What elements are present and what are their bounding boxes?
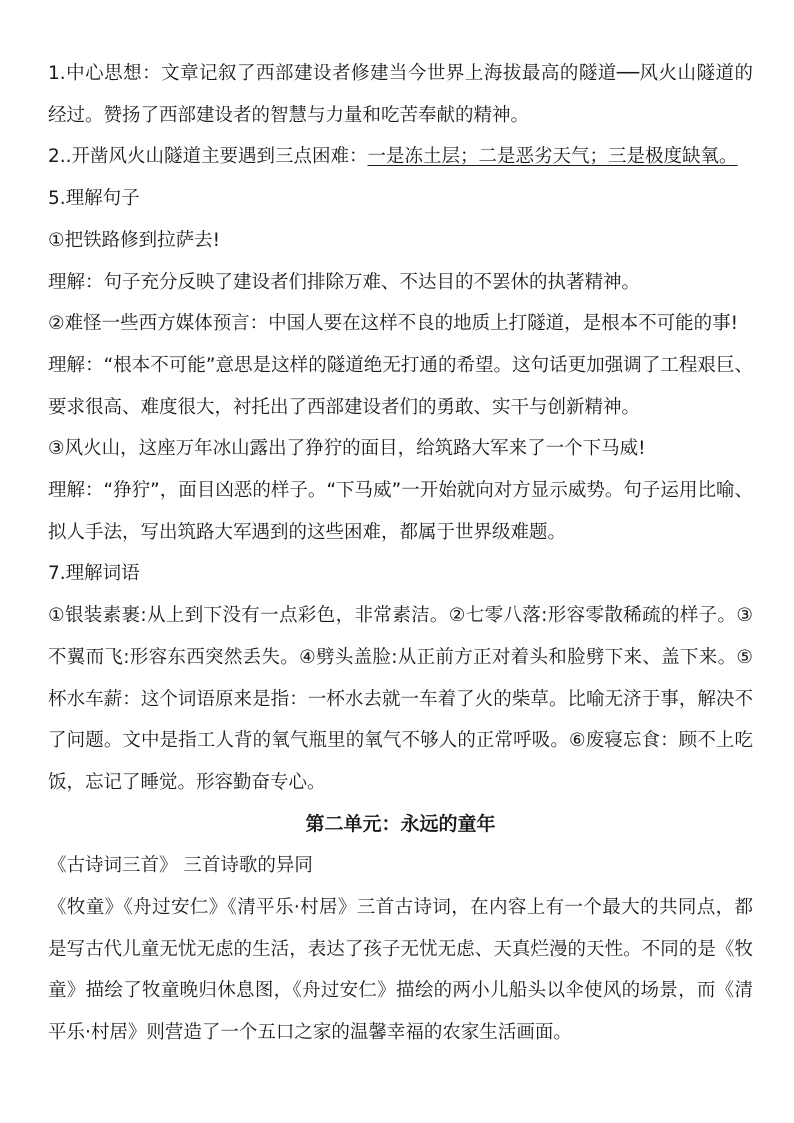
central-idea-paragraph: 1.中心思想：文章记叙了西部建设者修建当今世界上海拔最高的隧道──风火山隧道的经过。赞扬了西部建设者的智慧与力量和吃苦奉献的精神。 [48,63,753,126]
section-heading-words: 7.理解词语 [48,563,140,585]
poems-paragraph: 《牧童》《舟过安仁》《清平乐·村居》三首古诗词，在内容上有一个最大的共同点，都是写古代儿童无忧无虑的生活，表达了孩子无忧无虑、天真烂漫的天性。不同的是《牧童》描绘了牧童晚归休息图，《舟过安仁》描绘的两小儿船头以伞使风的场景，而《清平乐·村居》则营造了一个五口之家的温馨幸福的农家生活画面。 [48,897,753,1044]
words-paragraph: ①银装素裹:从上到下没有一点彩色，非常素洁。②七零八落:形容零散稀疏的样子。③不翼而飞:形容东西突然丢失。④劈头盖脸:从正前方正对着头和脸劈下来、盖下来。⑤杯水车薪：这个词语原来是指：一杯水去就一车着了火的柴草。比喻无济于事，解决不了问题。文中是指工人背的氧气瓶里的氧气不够人的正常呼吸。⑥废寝忘食：顾不上吃饭，忘记了睡觉。形容勤奋专心。 [48,605,753,793]
sentence-quote-3: ③风火山，这座万年冰山露出了狰狞的面目，给筑路大军来了一个下马威! [48,438,646,460]
document-page [48,53,753,1054]
difficulties-underlined: 一是冻土层；二是恶劣天气；三是极度缺氧。 [367,146,738,168]
sentence-quote-2: ②难怪一些西方媒体预言：中国人要在这样不良的地质上打隧道，是根本不可能的事! [48,313,739,335]
difficulties-paragraph [48,136,753,178]
unit-title: 第二单元：永远的童年 [305,812,496,835]
sentence-explain-3: 理解：“狰狞”，面目凶恶的样子。“下马威”一开始就向对方显示威势。句子运用比喻、拟人手法，写出筑路大军遇到的这些困难，都属于世界级难题。 [48,480,753,543]
difficulties-lead: 2..开凿风火山隧道主要遇到三点困难： [48,146,368,168]
sentence-explain-1: 理解：句子充分反映了建设者们排除万难、不达目的不罢休的执著精神。 [48,271,641,293]
sentence-explain-2: 理解：“根本不可能”意思是这样的隧道绝无打通的希望。这句话更加强调了工程艰巨、要求很高、难度很大，衬托出了西部建设者们的勇敢、实干与创新精神。 [48,354,753,418]
sentence-quote-1: ①把铁路修到拉萨去! [48,229,221,251]
poems-subtitle: 《古诗词三首》 三首诗歌的异同 [48,855,313,877]
section-heading-sentences: 5.理解句子 [48,188,140,210]
